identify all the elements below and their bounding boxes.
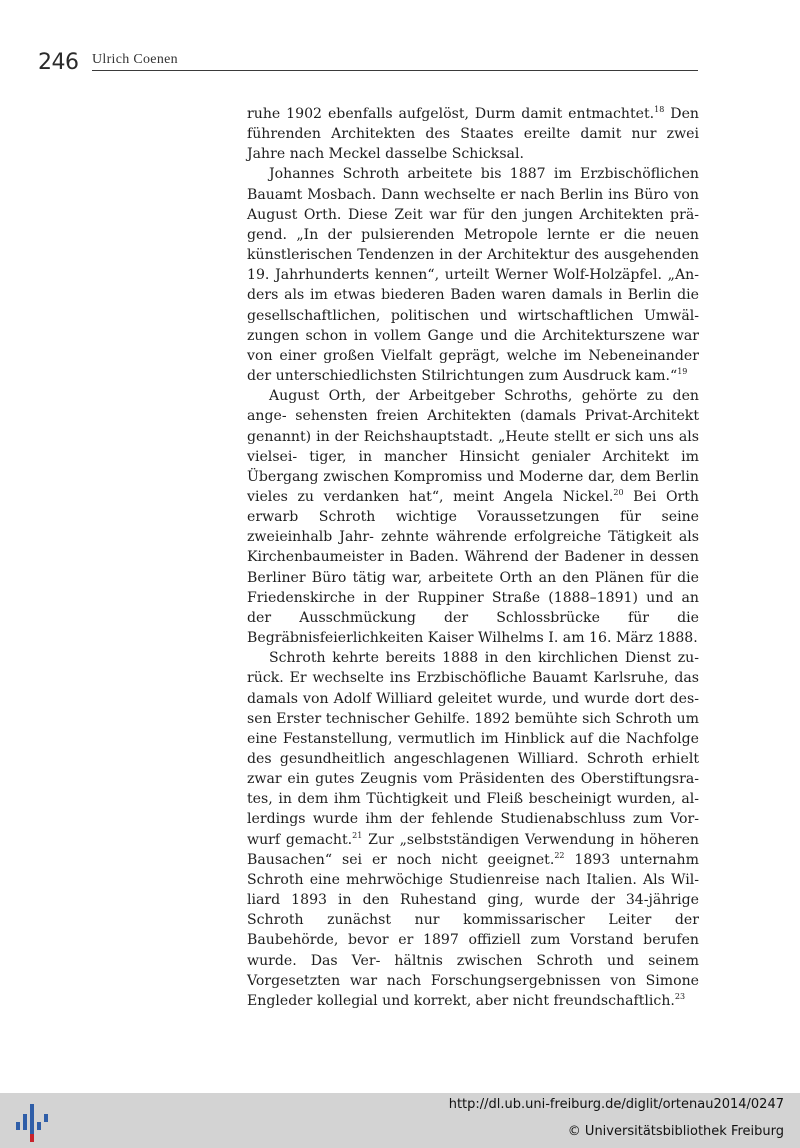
logo-bar	[16, 1122, 20, 1130]
line-text: sen Erster technischer Gehilfe. 1892 bemühte sich Schroth um	[247, 710, 699, 727]
text-line	[290, 146, 524, 162]
text-line	[247, 872, 699, 888]
line-text: Zur „selbstständigen Verwendung in höheren	[362, 831, 699, 848]
line-text: Bauamt Mosbach. Dann wechselte er nach Berlin ins Büro von	[247, 186, 699, 203]
header-rule	[92, 70, 698, 71]
text-line	[247, 227, 699, 243]
text-line	[247, 791, 699, 807]
text-line	[247, 832, 699, 848]
line-text: Schroth kehrte bereits 1888 in den kirchlichen Dienst zu-	[269, 650, 699, 667]
copyright-notice: © Universitätsbibliothek Freiburg	[567, 1124, 784, 1139]
line-text: 19. Jahrhunderts kennen“, urteilt Werner Wolf-Holzäpfel. „An-	[247, 267, 699, 284]
line-text: zehnte währende erfolgreiche Tätigkeit als Kirchenbaumeister	[247, 529, 699, 566]
line-text: zwar ein gutes Zeugnis vom Präsidenten des Oberstiftungsra-	[247, 771, 699, 788]
line-text: zwischen Kompromiss und Moderne dar, dem Berlin vieles	[247, 468, 699, 505]
text-line	[247, 267, 699, 283]
text-line	[247, 287, 699, 303]
line-text: Ruppiner Straße (1888–1891) und an der Ausschmückung der	[247, 589, 699, 626]
paragraph	[247, 648, 699, 1011]
line-text: der unterschiedlichsten Stilrichtungen zum Ausdruck kam.“	[247, 368, 678, 385]
footnote-marker: 22	[554, 850, 565, 860]
page-header	[38, 48, 698, 75]
paragraph	[247, 386, 699, 648]
line-text: gesellschaftlichen, politischen und wirtschaftlichen Umwäl-	[247, 307, 699, 324]
page-number: 246	[38, 50, 79, 75]
line-text: 1893 unternahm	[564, 851, 699, 868]
line-text: tes, in dem ihm Tüchtigkeit und Fleiß bescheinigt wurden, al-	[247, 791, 699, 808]
text-line	[247, 670, 699, 686]
line-text: August Orth. Diese Zeit war für den jungen Architekten prä-	[247, 206, 699, 223]
text-line	[247, 368, 687, 384]
paragraph	[247, 164, 699, 386]
line-text: lerdings wurde ihm der fehlende Studienabschluss zum Vor-	[247, 811, 699, 828]
footnote-marker: 18	[654, 105, 665, 114]
ub-freiburg-logo-icon[interactable]	[12, 1100, 52, 1144]
line-text: des gesundheitlich angeschlagenen Williard. Schroth erhielt	[247, 751, 699, 767]
line-text: ders als im etwas biederen Baden waren damals in Berlin die	[247, 287, 699, 304]
text-line	[269, 650, 699, 666]
line-text: liard 1893 in den Ruhestand ging, wurde der 34-jährige	[247, 892, 699, 909]
text-line	[247, 691, 699, 707]
line-text: war, arbeitete Orth an den Plänen für die Friedenskirche in der	[247, 569, 700, 606]
text-line	[247, 328, 699, 344]
text-line	[247, 187, 699, 203]
text-line	[247, 207, 699, 223]
line-text: Schroth wichtige Voraussetzungen für seine zweieinhalb Jahr-	[247, 509, 699, 546]
line-text: zungen schon in vollem Gange und die Architekturszene war	[247, 327, 699, 344]
text-line	[247, 308, 699, 324]
line-text: bevor er 1897 offiziell zum Vorstand berufen wurde. Das Ver-	[247, 932, 699, 969]
logo-bar	[30, 1104, 34, 1134]
line-text: Forschungsergebnissen von Simone Engleder kollegial und	[247, 972, 700, 1009]
line-text: führenden Architekten des Staates ereilte damit nur zwei Jahre	[247, 126, 699, 163]
line-text: rück. Er wechselte ins Erzbischöfliche Bauamt Karlsruhe, das	[247, 670, 699, 687]
line-text: Bei Orth erwarb	[247, 488, 700, 526]
line-text: Schroth zunächst nur kommissarischer Leiter der Baubehörde,	[247, 912, 699, 949]
footer-bar	[0, 1093, 800, 1148]
footnote-marker: 19	[677, 367, 688, 377]
line-text: von einer großen Vielfalt geprägt, welche im Nebeneinander	[247, 347, 699, 364]
logo-bar	[37, 1122, 41, 1130]
line-text: hältnis zwischen Schroth und seinem Vorgesetzten war nach	[247, 952, 700, 989]
line-text: Den	[664, 106, 699, 122]
text-line	[247, 811, 699, 827]
line-text: in der Reichshauptstadt. „Heute stellt er sich uns als vielsei-	[247, 428, 699, 465]
text-line	[247, 892, 699, 908]
text-line	[414, 993, 685, 1009]
running-head-author: Ulrich Coenen	[92, 52, 178, 67]
footnote-marker: 20	[613, 487, 624, 497]
text-line	[548, 630, 698, 646]
paragraph	[247, 104, 699, 164]
text-line	[247, 852, 699, 868]
line-text: tiger, in mancher Hinsicht genialer Architekt im Übergang	[247, 448, 700, 485]
text-line	[247, 751, 699, 767]
line-text: zu verdanken hat“, meint Angela Nickel.	[297, 488, 614, 505]
line-text: in Baden. Während der Badener in dessen Berliner Büro tätig	[247, 549, 699, 586]
logo-bar	[44, 1114, 48, 1122]
line-text: wurf gemacht.	[247, 831, 353, 848]
text-line	[247, 731, 699, 747]
source-url-link[interactable]: http://dl.ub.uni-freiburg.de/diglit/ortenau2014/0247	[448, 1097, 784, 1112]
logo-bar	[23, 1114, 27, 1130]
line-text: nach Meckel dasselbe Schicksal.	[289, 146, 524, 163]
line-text: sehensten freien Architekten (damals Privat-Architekt genannt)	[247, 408, 700, 445]
line-text: Bausachen“ sei er noch nicht geeignet.	[247, 851, 555, 868]
line-text: I. am 16. März 1888.	[548, 630, 698, 647]
text-line	[247, 771, 699, 787]
line-text: korrekt, aber nicht freundschaftlich.	[413, 992, 675, 1009]
text-line	[247, 348, 699, 364]
footnote-marker: 21	[352, 830, 363, 840]
line-text: Schroth eine mehrwöchige Studienreise nach Italien. Als Wil-	[247, 871, 699, 888]
text-line	[247, 106, 699, 122]
line-text: gend. „In der pulsierenden Metropole lernte er die neuen	[247, 226, 699, 243]
article-body	[247, 104, 699, 1011]
line-text: eine Festanstellung, vermutlich im Hinblick auf die Nachfolge	[247, 730, 699, 747]
line-text: August Orth, der Arbeitgeber Schroths, gehörte zu den ange-	[247, 388, 699, 425]
line-text: künstlerischen Tendenzen in der Architektur des ausgehenden	[247, 247, 699, 264]
line-text: Johannes Schroth arbeitete bis 1887 im Erzbischöflichen	[269, 166, 699, 183]
line-text: ruhe 1902 ebenfalls aufgelöst, Durm damit entmachtet.	[247, 106, 655, 122]
text-line	[269, 166, 699, 182]
line-text: damals von Adolf Williard geleitet wurde, und wurde dort des-	[247, 690, 699, 707]
line-text: Schlossbrücke für die Begräbnisfeierlichkeiten Kaiser Wilhelms	[247, 609, 699, 647]
logo-bar	[30, 1134, 34, 1142]
text-line	[247, 711, 699, 727]
text-line	[247, 247, 699, 263]
footnote-marker: 23	[674, 991, 686, 1001]
